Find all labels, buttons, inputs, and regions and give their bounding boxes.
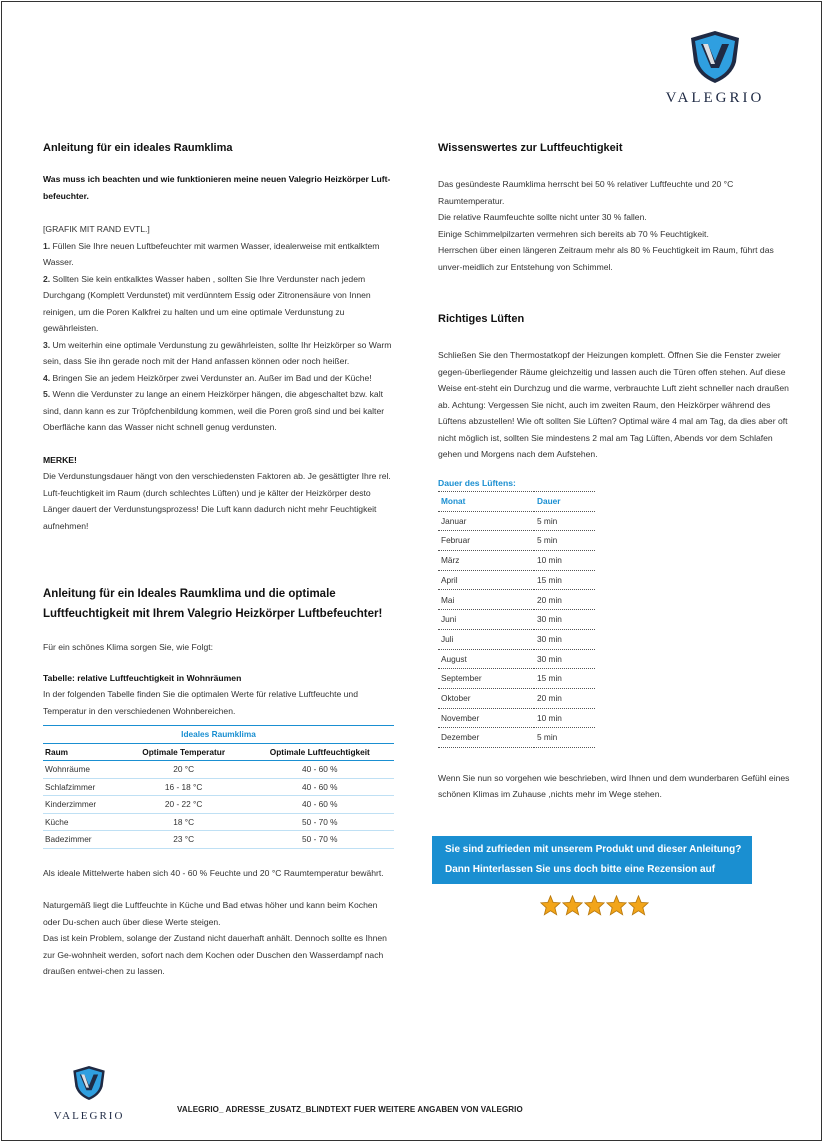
final-text-2: Das ist kein Problem, solange der Zustand nicht dauerhaft anhält. Dennoch sollte es Ihnen zur Ge-wohnheit werden, sofort nach dem Kochen oder Duschen den Wasserdampf nach draußen entwei-chen zu lassen. — [43, 933, 387, 976]
step-item: 3. Um weiterhin eine optimale Verdunstung zu gewährleisten, sollte Ihr Heizkörper so Warm sein, dass Sie ihn gerade noch mit der Hand anfassen können oder noch heißer. — [43, 339, 392, 366]
table-caption: Ideales Raumklima — [43, 726, 394, 744]
table-row: Badezimmer 23 °C 50 - 70 % — [43, 831, 394, 849]
star-icon — [606, 895, 627, 916]
shield-logo-icon — [72, 1065, 106, 1101]
question-heading: Was muss ich beachten und wie funktionieren meine neuen Valegrio Heizkörper Luft-befeuchter. — [43, 174, 391, 201]
table-row: Februar 5 min — [438, 531, 595, 551]
column-header: Optimale Temperatur — [122, 743, 246, 761]
column-header: Raum — [43, 743, 122, 761]
amazon-line-2: Dann Hinterlassen Sie uns doch bitte eine Rezension auf Amazon. — [445, 864, 716, 895]
raumklima-table — [43, 725, 394, 849]
table-row: Küche 18 °C 50 - 70 % — [43, 813, 394, 831]
fact-item: Einige Schimmelpilzarten vermehren sich bereits ab 70 % Feuchtigkeit. — [438, 228, 709, 239]
table-row: Januar 5 min — [438, 511, 595, 531]
column-header: Optimale Luftfeuchtigkeit — [246, 743, 394, 761]
steps-list — [43, 238, 395, 436]
brand-logo-bottom — [48, 1065, 130, 1122]
shield-logo-icon — [689, 30, 741, 84]
star-icon — [540, 895, 561, 916]
table-row: Wohnräume 20 °C 40 - 60 % — [43, 761, 394, 779]
right-column — [438, 140, 793, 803]
table-row: Dezember 5 min — [438, 728, 595, 748]
dauer-table — [438, 491, 595, 748]
step-item: 5. Wenn die Verdunster zu lange an einem Heizkörper hängen, die abgeschaltet bzw. kalt sind, dann kann es zur Tröpfchenbildung kommen, weil die Poren groß sind und bei kalter Oberfläche kann das Wasser nicht schnell genug verdunsten. — [43, 389, 385, 432]
mittelwerte-text: Als ideale Mittelwerte haben sich 40 - 60 % Feuchte und 20 °C Raumtemperatur bewährt. — [43, 867, 384, 878]
table-row: November 10 min — [438, 708, 595, 728]
fact-item: Die relative Raumfeuchte sollte nicht unter 30 % fallen. — [438, 212, 647, 222]
table-row: Mai 20 min — [438, 590, 595, 610]
title-richtiges-lueften: Richtiges Lüften — [438, 313, 525, 325]
table-row: April 15 min — [438, 570, 595, 590]
table-intro: In der folgenden Tabelle finden Sie die optimalen Werte für relative Luftfeuchte und Temperatur in den verschiedenen Wohnbereichen. — [43, 689, 358, 716]
star-icon — [628, 895, 649, 916]
lueften-text: Schließen Sie den Thermostatkopf der Heizungen komplett. Öffnen Sie die Fenster zweier gegen-überliegender Räume gleichzeitig und lassen auch die Türen offen stehen. Auf diese Weise ent-steht ein Durchzug und die warme, verbrauchte Luft zieht schneller nach draußen ab. Achtung: Vergessen Sie nicht, auch im zweiten Raum, den Heizkörper während des Lüftens abzustellen! Wie oft sollten Sie Lüften? Optimal wäre 4 mal am Tag, da dies aber oft nicht möglich ist, sollten Sie mindestens 2 mal am Tag Lüften, Abends vor dem Schlafen gehen und Morgens nach dem Aufstehen. — [438, 350, 789, 459]
step-item: 1. Füllen Sie Ihre neuen Luftbefeuchter mit warmen Wasser, idealerweise mit entkalktem Wasser. — [43, 240, 380, 267]
facts-list — [438, 176, 793, 275]
table-row: März 10 min — [438, 551, 595, 571]
brand-logo-top — [655, 30, 775, 107]
amazon-line-1: Sie sind zufrieden mit unserem Produkt und dieser Anleitung? — [445, 844, 742, 855]
table-row: Juli 30 min — [438, 629, 595, 649]
table-row: Schlafzimmer 16 - 18 °C 40 - 60 % — [43, 778, 394, 796]
table-row: Juni 30 min — [438, 610, 595, 630]
footer-address: VALEGRIO_ ADRESSE_ZUSATZ_BLINDTEXT FUER WEITERE ANGABEN VON VALEGRIO — [177, 1105, 523, 1114]
dauer-heading: Dauer des Lüftens: — [438, 477, 516, 488]
amazon-review-banner — [432, 836, 752, 895]
fact-item: Das gesündeste Raumklima herrscht bei 50 % relativer Luftfeuchte und 20 °C Raumtemperatur. — [438, 179, 734, 206]
table-row: August 30 min — [438, 649, 595, 669]
fact-item: Herrschen über einen längeren Zeitraum mehr als 80 % Feuchtigkeit im Raum, führt das unver-meidlich zur Entstehung von Schimmel. — [438, 245, 774, 272]
intro-text: Für ein schönes Klima sorgen Sie, wie Folgt: — [43, 642, 214, 652]
table-title: Tabelle: relative Luftfeuchtigkeit in Wohnräumen — [43, 672, 242, 683]
rating-stars — [540, 895, 650, 919]
grafik-note: [GRAFIK MIT RAND EVTL.] — [43, 224, 150, 234]
title-luftfeuchtigkeit: Anleitung für ein Ideales Raumklima und die optimale Luftfeuchtigkeit mit Ihrem Valegrio Heizkörper Luftbefeuchter! — [43, 588, 383, 620]
table-row: Oktober 20 min — [438, 688, 595, 708]
title-raumklima: Anleitung für ein ideales Raumklima — [43, 142, 233, 154]
final-text-1: Naturgemäß liegt die Luftfeuchte in Küche und Bad etwas höher und kann beim Kochen oder Du-schen auch über diese Werte steigen. — [43, 900, 378, 927]
merke-text: Die Verdunstungsdauer hängt von den verschiedensten Faktoren ab. Je gesättigter Ihre rel. Luft-feuchtigkeit im Raum (durch schlechtes Lüften) und je kälter der Heizkörper desto Länger dauert der Verdunstungsprozess! Die Luft kann dadurch nicht mehr Feuchtigkeit aufnehmen! — [43, 471, 391, 531]
table-row: September 15 min — [438, 669, 595, 689]
left-column — [43, 140, 395, 980]
brand-name: VALEGRIO — [665, 90, 765, 106]
table-row: Kinderzimmer 20 - 22 °C 40 - 60 % — [43, 796, 394, 814]
star-icon — [562, 895, 583, 916]
column-header: Monat — [438, 492, 534, 512]
merke-heading: MERKE! — [43, 454, 77, 465]
step-item: 2. Sollten Sie kein entkalktes Wasser haben , sollten Sie Ihre Verdunster nach jedem Durchgang (Komplett Verdunstet) mit verdünntem Essig oder Zitronensäure von Innen reinigen, um die Poren Kalkfrei zu halten und um eine optimale Verdunstung zu gewährleisten. — [43, 273, 371, 333]
star-icon — [584, 895, 605, 916]
title-wissenswertes: Wissenswertes zur Luftfeuchtigkeit — [438, 142, 623, 154]
brand-name: VALEGRIO — [53, 1110, 125, 1122]
closing-text: Wenn Sie nun so vorgehen wie beschrieben, wird Ihnen und dem wunderbaren Gefühl eines schönen Klimas im Zuhause ,nichts mehr im Wege stehen. — [438, 772, 790, 800]
column-header: Dauer — [534, 492, 595, 512]
step-item: 4. Bringen Sie an jedem Heizkörper zwei Verdunster an. Außer im Bad und der Küche! — [43, 372, 372, 383]
